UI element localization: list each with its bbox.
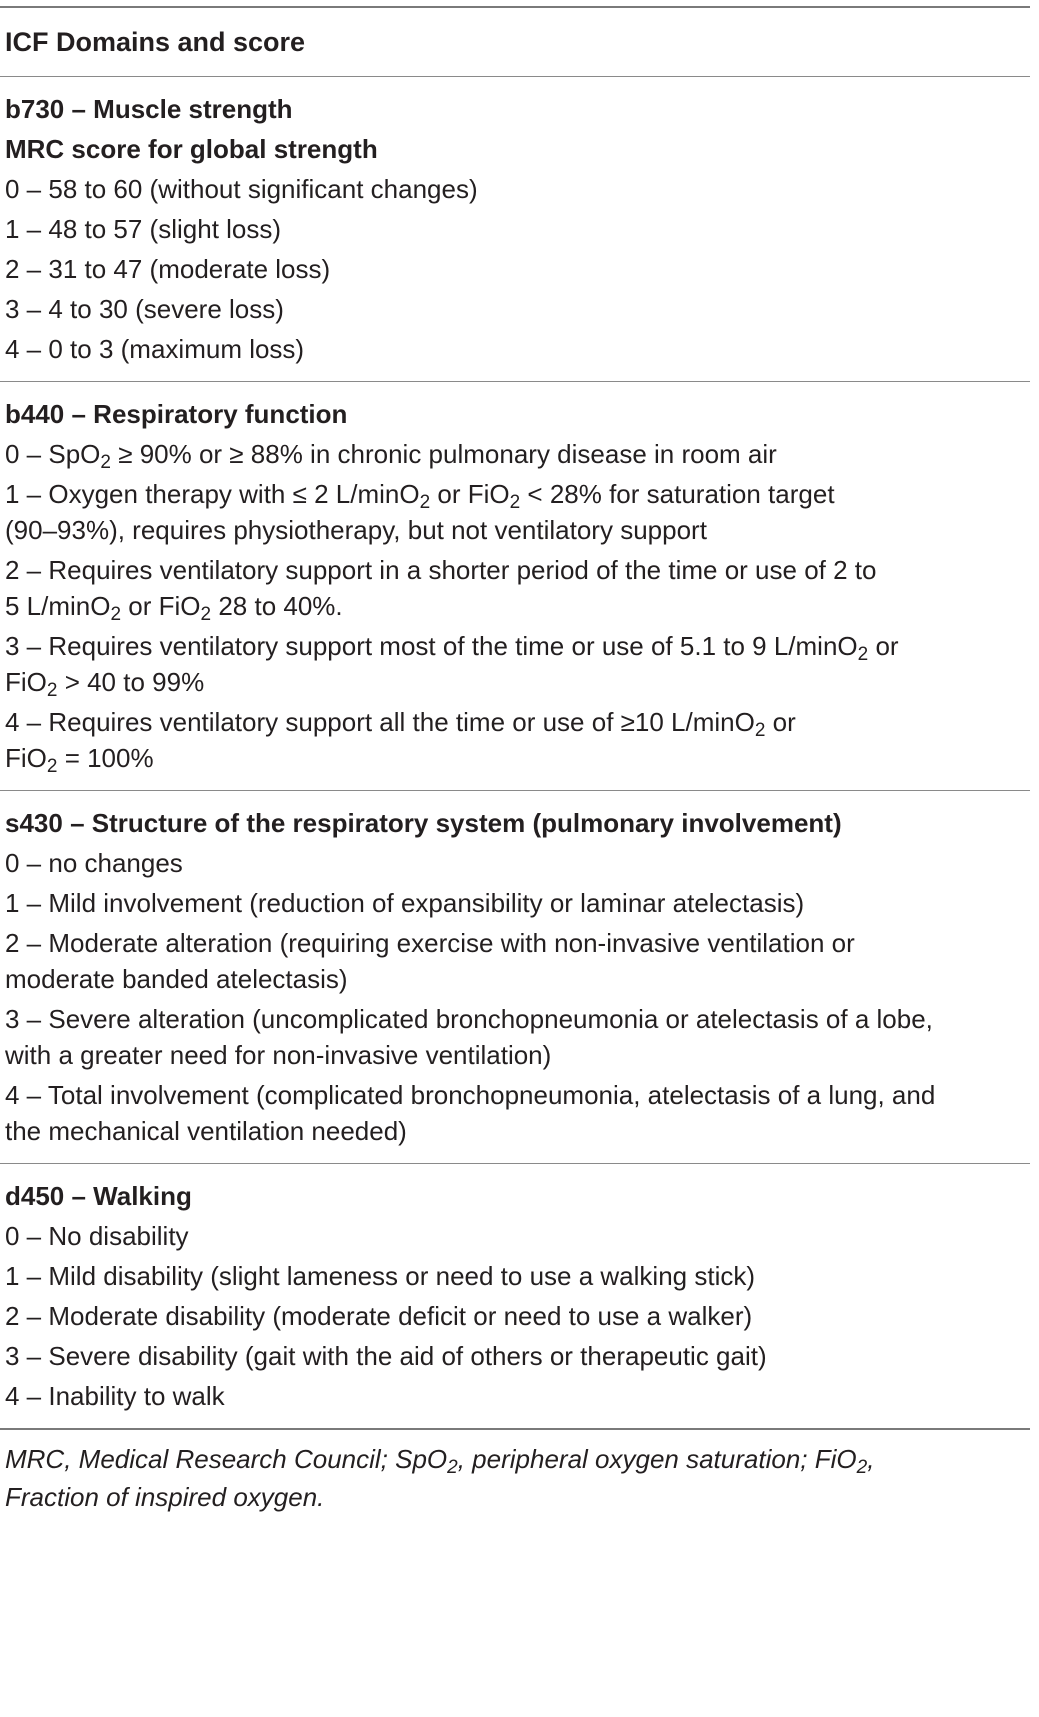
text-span: 4 – Total involvement (complicated bronchopneumonia, atelectasis of a lung, and [5,1080,936,1110]
section-d450 [0,1164,1030,1428]
subscript: 2 [857,644,869,665]
text-span: or [765,707,796,737]
table-header: ICF Domains and score [5,26,306,57]
b440-item-3 [5,626,1030,702]
b440-title: b440 – Respiratory function [5,399,348,429]
icf-score-table [0,6,1030,1516]
text-span: MRC, Medical Research Council; SpO [5,1444,448,1474]
d450-item: 4 – Inability to walk [5,1381,225,1411]
b730-subtitle: MRC score for global strength [5,134,378,164]
text-span: or [868,631,899,661]
subscript: 2 [110,604,122,625]
text-span: with a greater need for non-invasive ventilation) [5,1040,552,1070]
text-span: or FiO [430,479,510,509]
b440-item-1 [5,474,1030,550]
text-span: or FiO [121,591,201,621]
subscript: 2 [419,492,431,513]
text-span: < 28% for saturation target [520,479,835,509]
text-span: 2 – Moderate alteration (requiring exercise with non-invasive ventilation or [5,928,855,958]
b730-item: 1 – 48 to 57 (slight loss) [5,214,282,244]
d450-item: 2 – Moderate disability (moderate deficit or need to use a walker) [5,1301,753,1331]
text-span: 4 – Requires ventilatory support all the time or use of ≥10 L/minO [5,707,755,737]
section-s430 [0,791,1030,1163]
b440-item-4 [5,702,1030,778]
subscript: 2 [754,720,766,741]
d450-item: 3 – Severe disability (gait with the aid of others or therapeutic gait) [5,1341,767,1371]
text-span: FiO [5,667,47,697]
text-span: the mechanical ventilation needed) [5,1116,407,1146]
text-span: (90–93%), requires physiotherapy, but not ventilatory support [5,515,707,545]
s430-item: 1 – Mild involvement (reduction of expansibility or laminar atelectasis) [5,888,805,918]
b730-item: 3 – 4 to 30 (severe loss) [5,294,284,324]
b730-item: 4 – 0 to 3 (maximum loss) [5,334,305,364]
text-span: > 40 to 99% [57,667,205,697]
b730-item: 2 – 31 to 47 (moderate loss) [5,254,331,284]
subscript: 2 [46,756,58,777]
table-footnote [0,1430,1030,1516]
d450-item: 1 – Mild disability (slight lameness or need to use a walking stick) [5,1261,756,1291]
d450-item: 0 – No disability [5,1221,189,1251]
s430-item [5,999,1030,1075]
d450-title: d450 – Walking [5,1181,192,1211]
section-b440 [0,382,1030,790]
text-span: 3 – Severe alteration (uncomplicated bronchopneumonia or atelectasis of a lobe, [5,1004,933,1034]
text-span: 28 to 40%. [211,591,343,621]
text-span: , [867,1444,875,1474]
text-span: moderate banded atelectasis) [5,964,348,994]
text-span: Fraction of inspired oxygen. [5,1482,325,1512]
text-span: ≥ 90% or ≥ 88% in chronic pulmonary disease in room air [110,439,777,469]
text-span: 3 – Requires ventilatory support most of the time or use of 5.1 to 9 L/minO [5,631,858,661]
s430-item: 0 – no changes [5,848,183,878]
s430-title: s430 – Structure of the respiratory system (pulmonary involvement) [5,808,842,838]
b440-item-2 [5,550,1030,626]
s430-item [5,923,1030,999]
text-span: = 100% [57,743,154,773]
b730-item: 0 – 58 to 60 (without significant changes) [5,174,478,204]
subscript: 2 [509,492,521,513]
b440-item-0 [5,434,1030,474]
section-b730 [0,77,1030,381]
text-span: 0 – SpO [5,439,101,469]
subscript: 2 [447,1457,458,1478]
text-span: 5 L/minO [5,591,111,621]
subscript: 2 [100,452,111,473]
subscript: 2 [200,604,212,625]
text-span: 1 – Oxygen therapy with ≤ 2 L/minO [5,479,420,509]
text-span: 2 – Requires ventilatory support in a shorter period of the time or use of 2 to [5,555,877,585]
text-span: FiO [5,743,47,773]
s430-item [5,1075,1030,1151]
b730-title: b730 – Muscle strength [5,94,293,124]
subscript: 2 [46,680,58,701]
subscript: 2 [856,1457,868,1478]
text-span: , peripheral oxygen saturation; FiO [457,1444,857,1474]
